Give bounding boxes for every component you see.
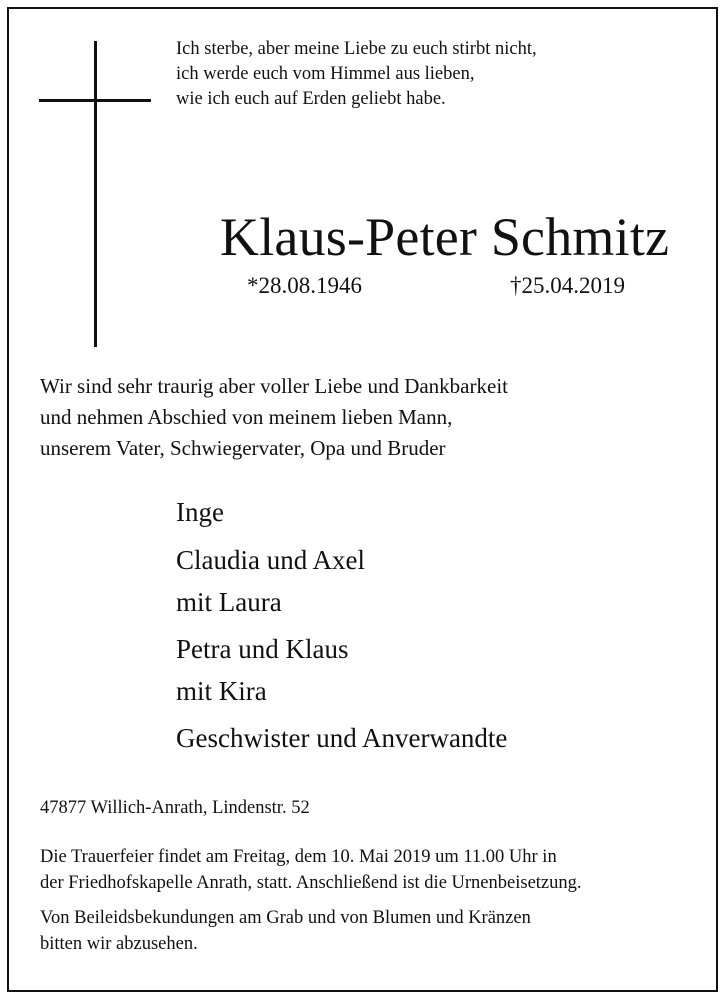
birth-date: *28.08.1946 — [247, 273, 362, 298]
mourner-group — [176, 717, 507, 759]
farewell-line: unserem Vater, Schwiegervater, Opa und Bruder — [40, 436, 446, 460]
mourner-line: mit Laura — [176, 587, 282, 617]
mourner-line: Inge — [176, 497, 224, 527]
quote-line: ich werde euch vom Himmel aus lieben, — [176, 64, 475, 84]
cross-vertical-bar — [94, 41, 97, 347]
memorial-quote — [176, 37, 537, 112]
mourner-line: Geschwister und Anverwandte — [176, 723, 508, 753]
condolence-line: bitten wir abzusehen. — [40, 934, 198, 954]
funeral-service-info — [40, 844, 582, 896]
mourner-group — [176, 491, 224, 533]
cross-horizontal-bar — [39, 99, 151, 102]
mourner-line: mit Kira — [176, 676, 267, 706]
condolence-note — [40, 905, 531, 957]
mourner-line: Claudia und Axel — [176, 545, 365, 575]
mourner-group — [176, 628, 348, 712]
quote-line: wie ich euch auf Erden geliebt habe. — [176, 89, 446, 109]
address: 47877 Willich-Anrath, Lindenstr. 52 — [40, 798, 310, 818]
service-line: der Friedhofskapelle Anrath, statt. Anschließend ist die Urnenbeisetzung. — [40, 873, 582, 893]
death-date: †25.04.2019 — [510, 273, 625, 298]
condolence-line: Von Beileidsbekundungen am Grab und von Blumen und Kränzen — [40, 908, 531, 928]
service-line: Die Trauerfeier findet am Freitag, dem 10. Mai 2019 um 11.00 Uhr in — [40, 847, 557, 867]
deceased-name: Klaus-Peter Schmitz — [220, 207, 670, 267]
mourner-group — [176, 539, 365, 623]
farewell-text — [40, 371, 508, 464]
quote-line: Ich sterbe, aber meine Liebe zu euch stirbt nicht, — [176, 39, 537, 59]
farewell-line: Wir sind sehr traurig aber voller Liebe und Dankbarkeit — [40, 374, 508, 398]
mourner-line: Petra und Klaus — [176, 634, 349, 664]
farewell-line: und nehmen Abschied von meinem lieben Mann, — [40, 405, 453, 429]
